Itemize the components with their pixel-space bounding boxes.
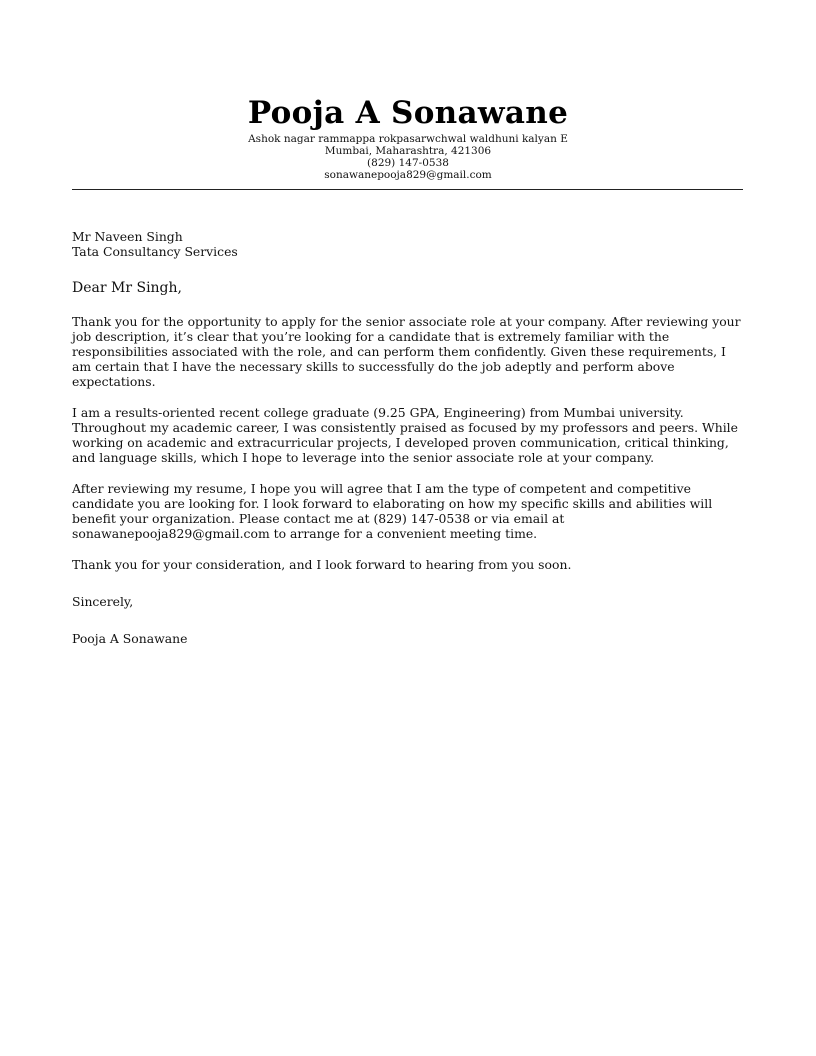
paragraph-3: After reviewing my resume, I hope you will agree that I am the type of competent and competitive candidate you are looking for. I look forward to elaborating on how my specific skills and abilities will benefit your organization. Please contact me at (829) 147-0538 or via email at sonawanepooja829@gmail.com to arrange for a convenient meeting time. <box>72 481 713 541</box>
sender-email: sonawanepooja829@gmail.com <box>324 169 492 181</box>
paragraph-2: I am a results-oriented recent college graduate (9.25 GPA, Engineering) from Mumbai university. Throughout my academic career, I was consistently praised as focused by my professors and peers. While working on academic and extracurricular projects, I developed proven communication, critical thinking, and language skills, which I hope to leverage into the senior associate role at your company. <box>72 405 738 465</box>
sender-address-line2: Mumbai, Maharashtra, 421306 <box>324 145 492 157</box>
salutation: Dear Mr Singh, <box>72 280 182 296</box>
recipient-company: Tata Consultancy Services <box>72 244 238 259</box>
sender-address-line1: Ashok nagar rammappa rokpasarwchwal waldhuni kalyan E <box>248 133 568 145</box>
sender-name: Pooja A Sonawane <box>247 95 569 131</box>
signature-name: Pooja A Sonawane <box>72 631 188 646</box>
letterhead <box>0 93 816 181</box>
header-divider <box>72 189 743 190</box>
paragraph-4: Thank you for your consideration, and I look forward to hearing from you soon. <box>72 557 572 572</box>
recipient-name: Mr Naveen Singh <box>72 229 183 244</box>
letter-body <box>72 229 744 646</box>
sender-phone: (829) 147-0538 <box>367 157 449 169</box>
recipient-block <box>72 229 744 259</box>
closing: Sincerely, <box>72 594 134 609</box>
paragraph-1: Thank you for the opportunity to apply for the senior associate role at your company. After reviewing your job description, it’s clear that you’re looking for a candidate that is extremely familiar with the responsibilities associated with the role, and can perform them confidently. Given these requirements, I am certain that I have the necessary skills to successfully do the job adeptly and perform above expectations. <box>72 314 741 389</box>
